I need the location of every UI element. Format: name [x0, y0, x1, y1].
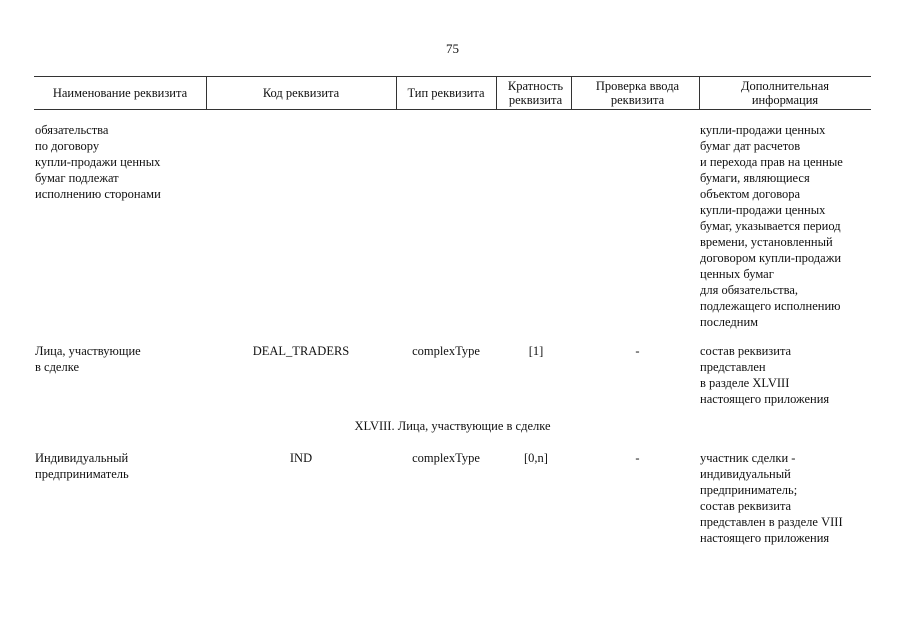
header-type: Тип реквизита — [407, 86, 485, 100]
column-divider — [496, 76, 497, 109]
header-info: Дополнительная информация — [740, 79, 830, 107]
page-number: 75 — [446, 41, 459, 56]
row-name: Индивидуальный предприниматель — [35, 451, 129, 481]
row-code: IND — [289, 451, 313, 465]
column-divider — [699, 76, 700, 109]
column-divider — [571, 76, 572, 109]
row-info: участник сделки - индивидуальный предприниматель; состав реквизита представлен в разделе VIII настоящего приложения — [700, 451, 843, 545]
header-top-rule — [34, 76, 871, 77]
row-name: обязательства по договору купли-продажи ценных бумаг подлежат исполнению сторонами — [35, 123, 161, 201]
row-check: - — [635, 344, 640, 358]
row-info: купли-продажи ценных бумаг дат расчетов и перехода прав на ценные бумаги, являющиеся объектом договора купли-продажи ценных бумаг, указывается период времени, установленный договором купли-продажи ценных бумаг для обязательства, подлежащего исполнению последним — [700, 123, 843, 329]
row-type: complexType — [412, 451, 480, 465]
header-name: Наименование реквизита — [52, 86, 188, 100]
row-code: DEAL_TRADERS — [252, 344, 350, 358]
row-multiplicity: [0,n] — [524, 451, 548, 465]
header-code: Код реквизита — [262, 86, 340, 100]
header-multiplicity: Кратность реквизита — [507, 79, 564, 107]
row-check: - — [635, 451, 640, 465]
row-multiplicity: [1] — [528, 344, 544, 358]
row-type: complexType — [412, 344, 480, 358]
header-check: Проверка ввода реквизита — [595, 79, 680, 107]
section-title: XLVIII. Лица, участвующие в сделке — [354, 419, 551, 433]
row-name: Лица, участвующие в сделке — [35, 344, 141, 374]
row-info: состав реквизита представлен в разделе XLVIII настоящего приложения — [700, 344, 830, 406]
